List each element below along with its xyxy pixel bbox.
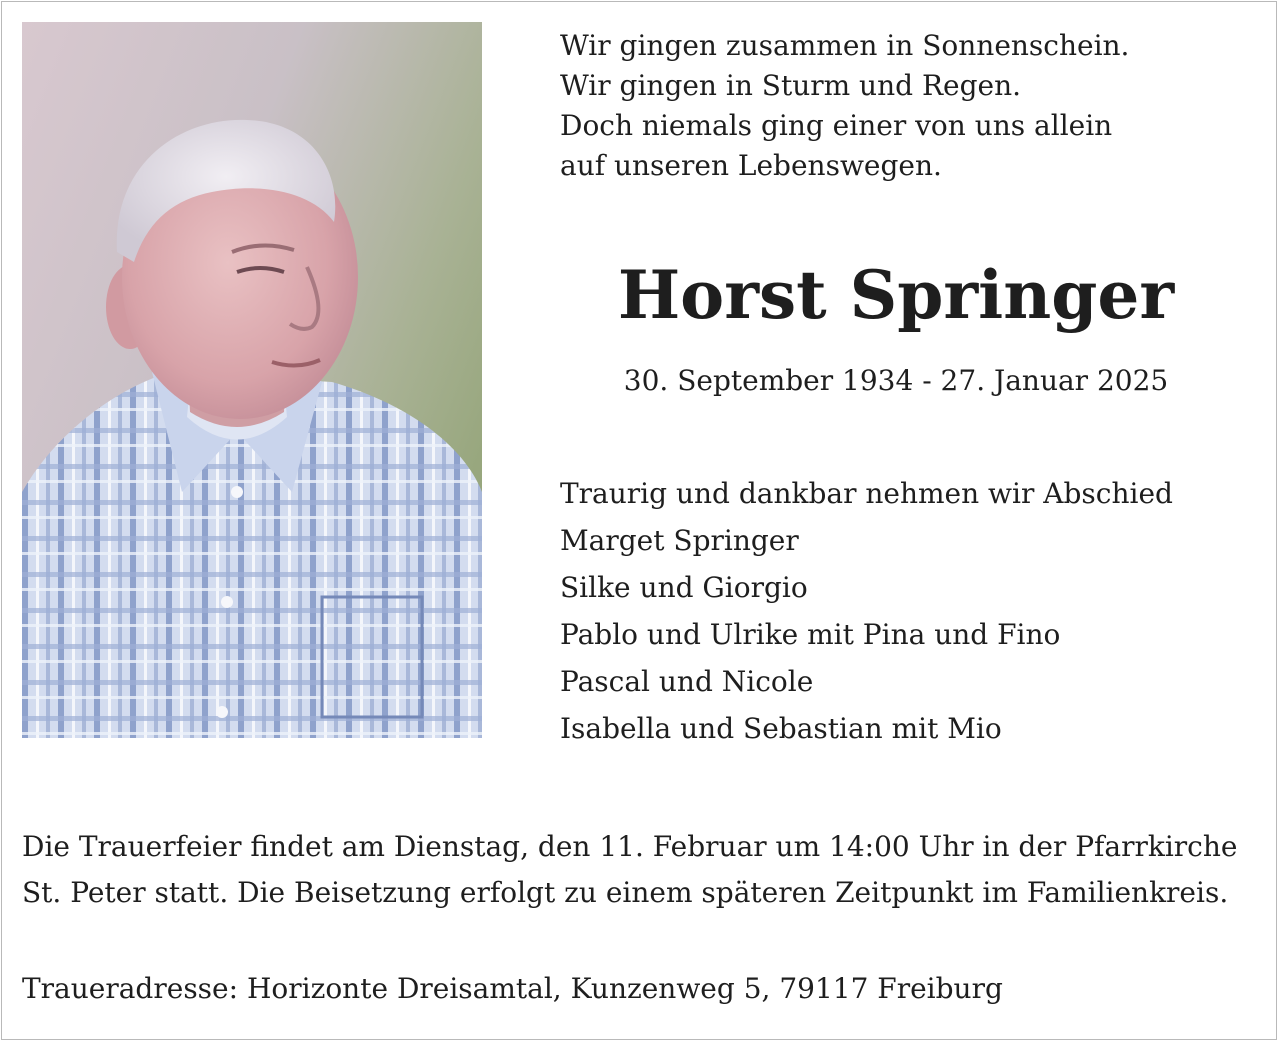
mourner-name: Marget Springer xyxy=(560,524,799,557)
mourner-name: Isabella und Sebastian mit Mio xyxy=(560,712,1002,745)
poem-line: Doch niemals ging einer von uns allein xyxy=(560,109,1113,142)
ceremony-line: Die Trauerfeier findet am Dienstag, den 11. Februar um 14:00 Uhr in der Pfarrkirche xyxy=(22,830,1238,863)
mourner-name: Silke und Giorgio xyxy=(560,571,808,604)
mourner-name: Pablo und Ulrike mit Pina und Fino xyxy=(560,618,1061,651)
mourners-list xyxy=(560,470,1173,752)
mourner-name: Pascal und Nicole xyxy=(560,665,814,698)
life-dates: 30. September 1934 - 27. Januar 2025 xyxy=(623,364,1169,397)
poem-line: Wir gingen zusammen in Sonnenschein. xyxy=(560,29,1130,62)
poem-line: auf unseren Lebenswegen. xyxy=(560,149,942,182)
ceremony-info xyxy=(22,824,1267,916)
mourning-address: Traueradresse: Horizonte Dreisamtal, Kunzenweg 5, 79117 Freiburg xyxy=(22,972,1003,1005)
mourners-intro: Traurig und dankbar nehmen wir Abschied xyxy=(560,477,1173,510)
ceremony-line: St. Peter statt. Die Beisetzung erfolgt zu einem späteren Zeitpunkt im Familienkreis. xyxy=(22,876,1229,909)
poem xyxy=(560,26,1129,186)
portrait-photo xyxy=(22,22,482,738)
deceased-name: Horst Springer xyxy=(617,256,1175,334)
poem-line: Wir gingen in Sturm und Regen. xyxy=(560,69,1022,102)
